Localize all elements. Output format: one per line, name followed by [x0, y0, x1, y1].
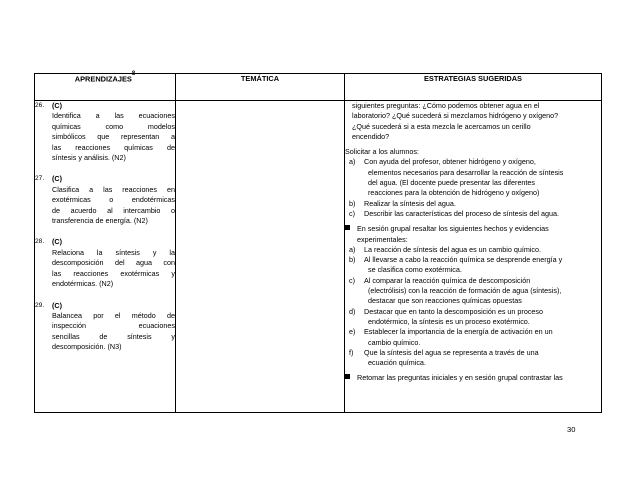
evidencia-item — [345, 307, 601, 328]
aprendizaje-tag: (C) — [52, 174, 62, 184]
evidencia-item — [345, 276, 601, 307]
evidencia-item — [345, 327, 601, 348]
evidencia-line: Al llevarse a cabo la reacción química se desprende energía y — [364, 255, 563, 265]
solicitar-label: b) — [349, 198, 356, 208]
aprendizaje-line: las reacciones exotérmicas y — [52, 268, 175, 278]
solicitar-line: Con ayuda del profesor, obtener hidrógeno y oxígeno, — [364, 157, 536, 167]
bullet-square-icon — [345, 373, 357, 383]
aprendizaje-line: descomposición del agua con — [52, 258, 175, 268]
evidencia-line: Al comparar la reacción química de descomposición — [364, 275, 531, 285]
bullet-resaltar-line: experimentales: — [357, 234, 408, 244]
footnote-marker: 8 — [131, 71, 136, 77]
evidencia-line: destacar que son reacciones químicas opuestas — [368, 296, 522, 306]
page-number: 30 — [567, 425, 576, 434]
evidencia-line: (electrólisis) con la reacción de formación de agua (síntesis), — [368, 286, 562, 296]
aprendizaje-line: inspección ecuaciones — [52, 321, 175, 331]
solicitar-heading: Solicitar a los alumnos: — [345, 147, 419, 157]
intro-line: encendido? — [352, 131, 390, 141]
solicitar-item — [345, 199, 601, 209]
aprendizaje-line: las reacciones químicas de — [52, 142, 175, 152]
aprendizaje-item — [35, 101, 175, 163]
evidencia-label: e) — [349, 327, 356, 337]
evidencia-line: Destacar que en tanto la descomposición es un proceso — [364, 306, 543, 316]
evidencia-line: ecuación química. — [368, 358, 426, 368]
evidencia-line: Establecer la importancia de la energía de activación en un — [364, 327, 553, 337]
aprendizaje-line: Clasifica a las reacciones en — [52, 184, 175, 194]
aprendizajes-list — [35, 101, 175, 353]
aprendizaje-text — [52, 174, 175, 226]
intro-questions — [345, 101, 601, 142]
bullet-square-icon — [345, 224, 357, 245]
bullet-resaltar-line: En sesión grupal resaltar los siguientes hechos y evidencias — [357, 224, 549, 234]
header-aprendizajes-text: APRENDIZAJES — [74, 74, 132, 84]
aprendizaje-number: 27. — [35, 175, 45, 183]
aprendizaje-line: síntesis y análisis. (N2) — [52, 153, 126, 163]
intro-line: laboratorio? ¿Qué sucederá si mezclamos hidrógeno y oxígeno? — [352, 111, 559, 121]
estrategias-cell — [345, 101, 602, 413]
aprendizaje-line: de acuerdo al intercambio o — [52, 205, 175, 215]
aprendizaje-line: Relaciona la síntesis y la — [52, 247, 175, 257]
evidencia-line: cambio químico. — [368, 337, 421, 347]
aprendizaje-item — [35, 237, 175, 289]
evidencia-line: se clasifica como exotérmica. — [368, 265, 462, 275]
evidencia-line: endotérmico, la síntesis es un proceso exotérmico. — [368, 316, 530, 326]
aprendizaje-tag: (C) — [52, 300, 62, 310]
bullet-resaltar — [345, 224, 601, 245]
aprendizaje-line: Identifica a las ecuaciones — [52, 111, 175, 121]
solicitar-line: Describir las características del proceso de síntesis del agua. — [364, 208, 559, 218]
aprendizaje-line: descomposición. (N3) — [52, 342, 122, 352]
evidencia-text — [364, 276, 601, 307]
tematica-cell — [176, 101, 345, 413]
aprendizaje-line: sencillas de síntesis y — [52, 331, 175, 341]
aprendizaje-tag: (C) — [52, 237, 62, 247]
estrategias-content — [345, 101, 601, 384]
table-body-row — [35, 101, 602, 413]
evidencia-line: Que la síntesis del agua se representa a través de una — [364, 347, 539, 357]
aprendizaje-text — [52, 237, 175, 289]
evidencia-label: d) — [349, 306, 356, 316]
solicitar-item — [345, 209, 601, 219]
solicitar-text — [364, 199, 601, 209]
table-header-row — [35, 74, 602, 101]
evidencia-text — [364, 245, 601, 255]
solicitar-label: c) — [349, 208, 355, 218]
aprendizaje-line: transferencia de energía. (N2) — [52, 216, 148, 226]
evidencia-item — [345, 348, 601, 369]
solicitar-line: del agua. (El docente puede presentar las diferentes — [368, 178, 536, 188]
evidencia-item — [345, 245, 601, 255]
intro-line: ¿Qué sucederá si a esta mezcla le acercamos un cerillo — [352, 121, 531, 131]
evidencia-text — [364, 348, 601, 369]
aprendizaje-tag: (C) — [52, 101, 62, 110]
aprendizaje-number: 28. — [35, 238, 45, 246]
evidencia-text — [364, 307, 601, 328]
solicitar-text — [364, 157, 601, 198]
aprendizaje-text — [52, 301, 175, 353]
evidencia-line: La reacción de síntesis del agua es un cambio químico. — [364, 244, 541, 254]
aprendizaje-item — [35, 174, 175, 226]
evidencia-label: b) — [349, 255, 356, 265]
aprendizaje-line: endotérmicas. (N2) — [52, 279, 114, 289]
aprendizaje-line: químicas como modelos — [52, 121, 175, 131]
header-aprendizajes — [35, 71, 176, 101]
solicitar-label: a) — [349, 157, 356, 167]
solicitar-text — [364, 209, 601, 219]
intro-line: siguientes preguntas: ¿Cómo podemos obtener agua en el — [352, 101, 540, 110]
aprendizaje-line: Balancea por el método de — [52, 310, 175, 320]
curriculum-table — [34, 73, 602, 413]
evidencia-label: c) — [349, 275, 355, 285]
header-tematica: TEMÁTICA — [176, 74, 345, 101]
evidencia-text — [364, 255, 601, 276]
evidencia-label: f) — [349, 347, 354, 357]
aprendizaje-number: 29. — [35, 301, 45, 309]
bullet-resaltar-text — [357, 224, 601, 245]
evidencia-item — [345, 255, 601, 276]
header-estrategias: ESTRATEGIAS SUGERIDAS — [345, 74, 602, 101]
aprendizaje-line: exotérmicas o endotérmicas — [52, 195, 175, 205]
aprendizaje-text — [52, 101, 175, 163]
aprendizaje-number: 26. — [35, 102, 45, 109]
evidencia-text — [364, 327, 601, 348]
aprendizaje-item — [35, 301, 175, 353]
aprendizaje-line: simbólicos que representan a — [52, 132, 175, 142]
aprendizajes-cell — [35, 101, 176, 413]
solicitar-line: elementos necesarios para desarrollar la reacción de síntesis — [368, 167, 564, 177]
solicitar-line: reacciones para la obtención de hidrógeno y oxígeno) — [368, 188, 540, 198]
solicitar-line: Realizar la síntesis del agua. — [364, 198, 456, 208]
solicitar-item — [345, 157, 601, 198]
bullet-retomar-text: Retomar las preguntas iniciales y en sesión grupal contrastar las — [357, 373, 563, 383]
evidencia-label: a) — [349, 244, 356, 254]
bullet-retomar — [345, 373, 601, 383]
